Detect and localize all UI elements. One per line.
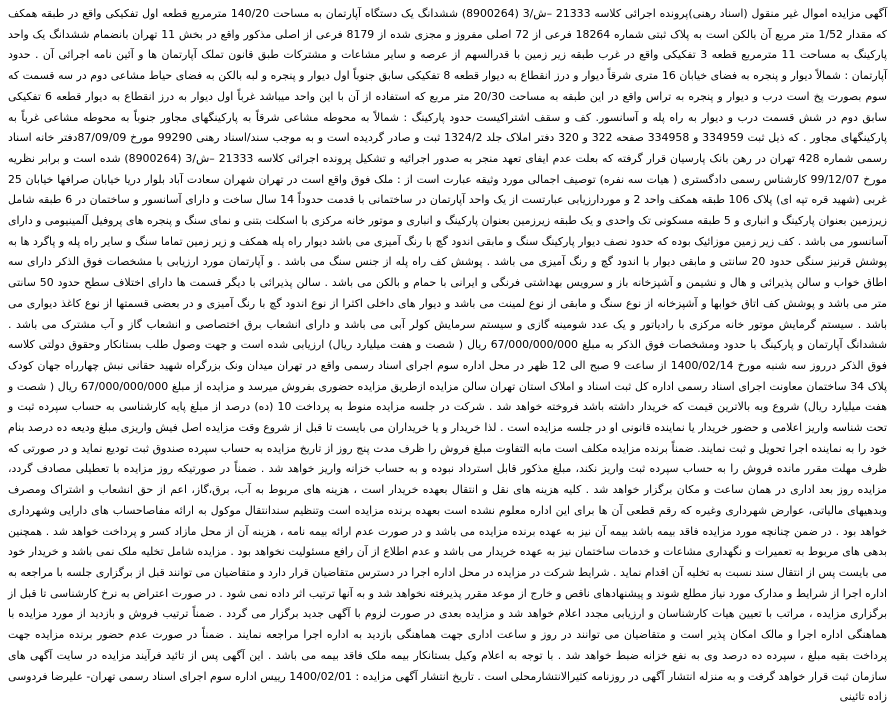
auction-notice-body: آگهی مزایده اموال غیر منقول (اسناد رهنی)پرونده اجرائی کلاسه 21333 –ش/3 (8900264) ششدانگ یک دستگاه آپارتمان به مساحت 140/20 مترمربع قطعه اول تفکیکی واقع در طبقه همکف که مقدار 1/52 متر مربع آن بالکن است به پلاک ثبتی شماره 18264 فرعی از 72 اصلی مفروز و مجزی شده از 8179 فرعی از اصلی مذکور واقع در بخش 11 تهران بانضمام ششدانگ یک واحد پارکینگ به مساحت 11 مترمربع قطعه 3 تفکیکی واقع در غرب طبقه زیر زمین با قدرالسهم از عرصه و سایر مشاعات و مشترکات طبق قانون تملک آپارتمان ها و آئین نامه اجرائی آن . حدود آپارتمان : شمالاً دیوار و پنجره به فضای خیابان 16 متری شرقاً دیوار و درز انقطاع به دیوار قطعه 8 تفکیکی سابق جنوباً اول دیوار و پنجره و لبه بالکن به فضای حیاط مشاعی دوم در سه قسمت که سوم بصورت پخ است درب و دیوار و پنجره به تراس واقع در این طبقه به مساحت 20/30 متر مربع که استفاده از آن با این واحد میباشد غرباً اول دیوار به درز انقطاع به دیوار قطعه 6 تفکیکی سابق دوم در شش قسمت درب و دیوار به راه پله و آسانسور. کف و سقف اشتراکیست حدود پارکینگ : شمالاً به محوطه مشاعی شرقاً به پارکینگهای مجاور جنوباً به محوطه مشاعی غرباً به پارکینگهای مجاور . که ذیل ثبت 334959 و 334958 صفحه 322 و 320 دفتر املاک جلد 1324/2 ثبت و صادر گردیده است و به موجب سند/اسناد رهنی 99290 مورخ 87/09/09دفتر خانه اسناد رسمی شماره 428 تهران در رهن بانک پارسیان قرار گرفته که بعلت عدم ایفای تعهد منجر به صدور اجرائیه و تشکیل پرونده اجرائی کلاسه 21333 –ش/3 (8900264) شده است و برابر نظریه مورخ 99/12/07 کارشناس رسمی دادگستری ( هیات سه نفره) توصیف اجمالی مورد وثیقه عبارت است از : ملک فوق واقع است در تهران شهران سعادت آباد بلوار دریا خیابان صرافها خیابان 25 غربی (شهید قره تپه ای) پلاک 106 طبقه همکف واحد 2 و موردارزیابی عبارتست از یک واحد آپارتمان در ساختمانی با قدمت حدوداً 14 سال ساخت و دارای آسانسور و ساختمان در 6 طبقه شامل زیرزمین بعنوان پارکینگ و انباری و 5 طبقه مسکونی تک واحدی و یک طبقه زیرزمین بعنوان پارکینگ و انباری و موتور خانه مرکزی با اسکلت بتنی و نمای سنگ و پنجره های پروفیل آلمینیومی و دارای آسانسور می باشد . کف زیر زمین موزائیک بوده که حدود نصف دیوار پارکینگ سنگ و مابقی اندود گچ با رنگ آمیزی می باشد دیوار راه پله همکف و زیر زمین تماما سنگ و سایر راه پله و پاگرد ها به پوشش قرنیز سنگی حدود 20 سانتی و مابقی دیوار با اندود گچ و رنگ آمیزی می باشد . پوشش کف راه پله از جنس سنگ می باشد . و آپارتمان مورد ارزیابی با مشخصات فوق الذکر دارای سه اطاق خواب و سالن پذیرائی و هال و نشیمن و آشپزخانه باز و سرویس بهداشتی فرنگی و ایرانی با حمام و بالکن می باشد . سالن پذیرائی با دیگر قسمت ها دارای اختلاف سطح حدود 50 سانتی متر می باشد و پوشش کف اتاق خوابها و آشپزخانه از نوع سنگ و مابقی از نوع لمینت می باشد و دیوار های داخلی اکثرا از نوع اندود گچ با رنگ آمیزی و در بعضی قسمتها از نوع کاغذ دیواری می باشد . سیستم گرمایش موتور خانه مرکزی با رادیاتور و یک عدد شومینه گازی و سیستم سرمایش کولر آبی می باشد و دارای انشعاب برق اختصاصی و انشعاب گاز و آب مشترک می باشد . ششدانگ آپارتمان و پارکینگ با حدود ومشخصات فوق الذکر به مبلغ 67/000/000/000 ریال ( شصت و هفت میلیارد ریال) ارزیابی شده است و جهت وصول طلب بستانکار وحقوق دولتی کلاسه فوق الذکر درروز سه شنبه مورخ 1400/02/14 از ساعت 9 صبح الی 12 ظهر در محل اداره سوم اجرای اسناد رسمی واقع در تهران میدان ونک بزرگراه شهید حقانی نبش چهارراه جهان کودک پلاک 34 ساختمان معاونت اجرای اسناد رسمی اداره کل ثبت اسناد و املاک استان تهران سالن مزایده ازطریق مزایده حضوری بفروش میرسد و مزایده از مبلغ 67/000/000/000 ریال ( شصت و هفت میلیارد ریال) شروع وبه بالاترین قیمت که خریدار داشته باشد فروخته خواهد شد . شرکت در جلسه مزایده منوط به پرداخت 10 (ده) درصد از مبلغ پایه کارشناسی به حساب سپرده ثبت و تحت شناسه واریز اعلامی و حضور خریدار یا نماینده قانونی او در جلسه مزایده است . لذا خریدار و یا خریداران می بایست تا قبل از شروع وقت مزایده اصل فیش واریزی مبلغ ودیعه ده درصد بنام خود را به نماینده اجرا تحویل و ثبت نمایند. ضمناً برنده مزایده مکلف است مابه التفاوت مبلغ فروش را ظرف مدت پنج روز از تاریخ مزایده به حساب سپرده صندوق ثبت تودیع نماید و در صورتی که ظرف مهلت مقرر مانده فروش را به حساب سپرده ثبت واریز نکند، مبلغ مذکور قابل استرداد نبوده و به حساب خزانه واریز خواهد شد . ضمناً در صورتیکه روز مزایده با تعطیلی مصادف گردد، مزایده روز بعد اداری در همان ساعت و مکان برگزار خواهد شد . کلیه هزینه های نقل و انتقال بعهده خریدار است ، هزینه های مربوط به آب، برق،گاز، اعم از حق انشعاب و اشتراک ومصرف وبدهیهای مالیاتی، عوارض شهرداری وغیره که رقم قطعی آن ها برای این اداره معلوم نشده است بعهده برنده مزایده است وتنظیم سندانتقال موکول به ارائه مفاصاحساب های دارایی وشهرداری خواهد بود . در ضمن چنانچه مورد مزایده فاقد بیمه باشد بیمه آن نیز به عهده برنده مزایده می باشد و در صورت عدم ارائه بیمه نامه ، هزینه آن از محل مازاد کسر و پرداخت خواهد شد . همچنین بدهی های مربوط به تعمیرات و نگهداری مشاعات و خدمات ساختمان نیز به عهده خریدار می باشد و عدم اطلاع از آن رافع مسئولیت نخواهد بود . مزایده شامل تخلیه ملک نمی باشد و خریدار خود می بایست پس از انتقال سند نسبت به تخلیه آن اقدام نماید . شرایط شرکت در مزایده در محل اداره اجرا در دسترس متقاضیان قرار دارد و متقاضیان می توانند قبل از برگزاری جلسه با مراجعه به اداره اجرا از شرایط و مدارک مورد نیاز مطلع شوند و پیشنهادهای ناقص و خارج از موعد مقرر پذیرفته نخواهد شد و به آنها ترتیب اثر داده نمی شود . در صورت اعتراض به نرخ کارشناسی تا قبل از برگزاری مزایده ، مراتب با تعیین هیات کارشناسان و ارزیابی مجدد اعلام خواهد شد و مزایده بعدی در صورت لزوم با آگهی جدید برگزار می گردد . ضمناً ترتیب فروش و بازدید از مورد مزایده با هماهنگی اداره اجرا و مالک امکان پذیر است و متقاضیان می توانند در روز و ساعت اداری جهت هماهنگی بازدید به اداره اجرا مراجعه نمایند . ضمناً در صورت عدم حضور برنده مزایده جهت پرداخت بقیه مبلغ ، سپرده ده درصد وی به نفع خزانه ضبط خواهد شد . با توجه به اعلام وکیل بستانکار بیمه ملک فاقد بیمه می باشد . این آگهی پس از تائید فرآیند مزایده در سایت آگهی های سازمان ثبت قرار خواهد گرفت و به منزله انتشار آگهی در روزنامه کثیرالانتشارمحلی است . تاریخ انتشار آگهی مزایده : 1400/02/01 رییس اداره سوم اجرای اسناد رسمی تهران- علیرضا فردوسی زاده تائینی [8,7,888,704]
auction-notice-document [6,4,889,704]
